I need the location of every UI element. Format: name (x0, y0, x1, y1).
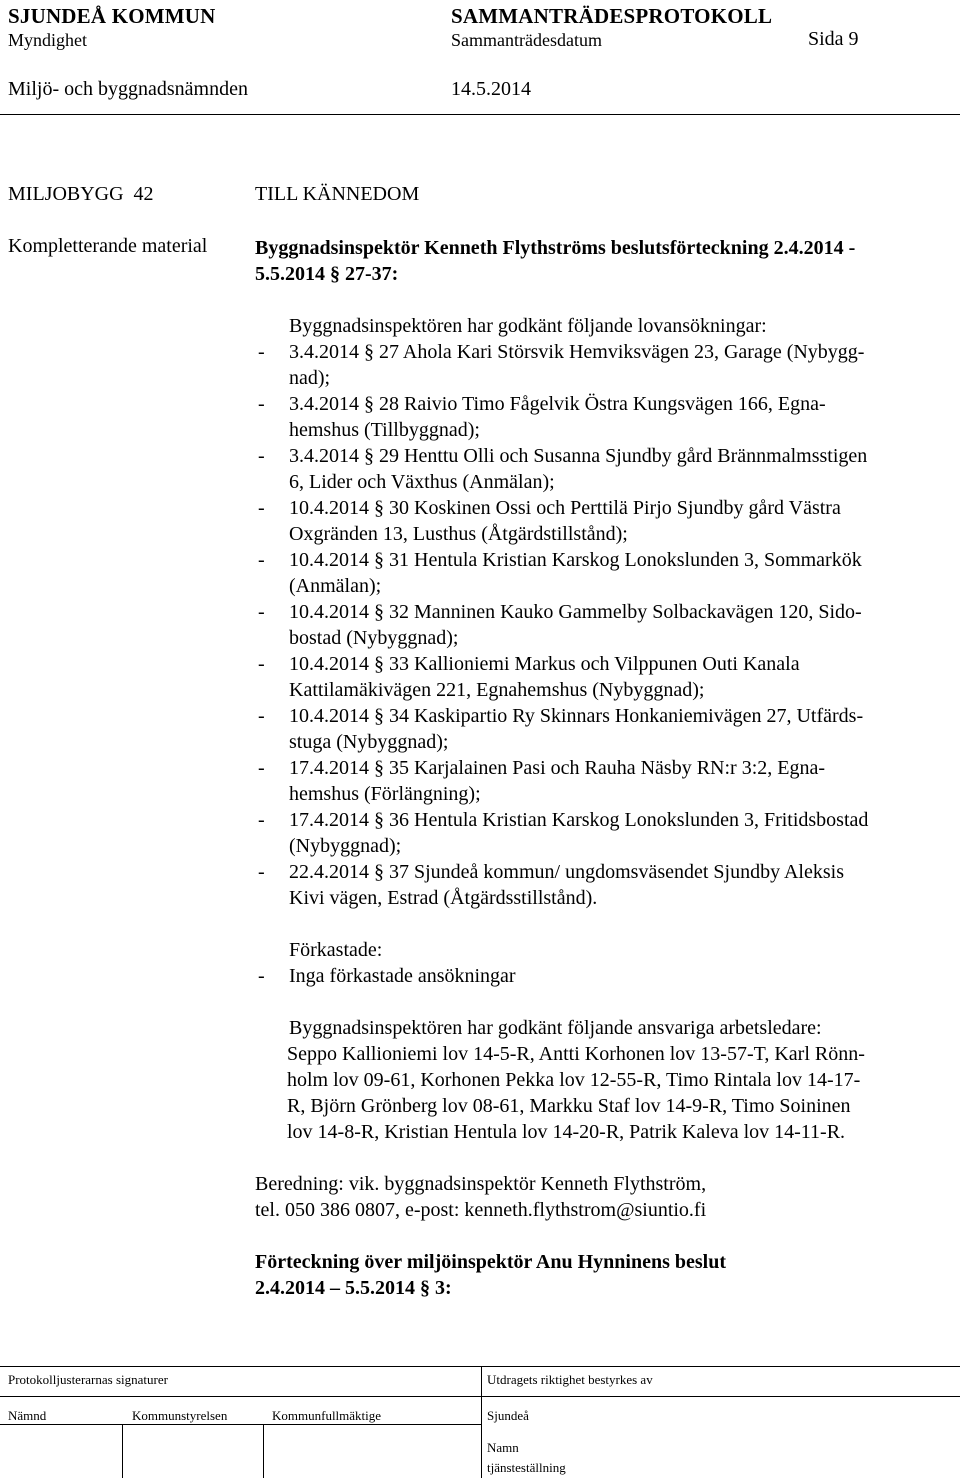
footer-center-divider (481, 1366, 482, 1478)
list-item-line: (Nybyggnad); (289, 835, 402, 857)
main-content (255, 235, 955, 1301)
preparation-note (255, 1171, 955, 1223)
list-item (255, 339, 955, 391)
list-item (255, 755, 955, 807)
dash-marker: - (258, 809, 265, 831)
list-item-line: 10.4.2014 § 30 Koskinen Ossi och Perttilä Pirjo Sjundby gård Västra (289, 497, 841, 519)
approved-intro: Byggnadsinspektören har godkänt följande lovansökningar: (289, 315, 767, 337)
list-item (255, 391, 955, 443)
header-rule (0, 114, 960, 115)
list-item-line: 17.4.2014 § 36 Hentula Kristian Karskog Lonokslunden 3, Fritidsbostad (289, 809, 869, 831)
list-item-line: bostad (Nybyggnad); (289, 627, 459, 649)
signatures-label: Protokolljusterarnas signaturer (8, 1372, 168, 1387)
supervisors-line: R, Björn Grönberg lov 08-61, Markku Staf lov 14-9-R, Timo Soininen (287, 1095, 851, 1117)
decision-list-heading-line1: Byggnadsinspektör Kenneth Flythströms beslutsförteckning 2.4.2014 - (255, 237, 856, 259)
list-item (255, 651, 955, 703)
dash-marker: - (258, 965, 265, 987)
material-label: Kompletterande material (8, 235, 208, 257)
document-type: SAMMANTRÄDESPROTOKOLL (451, 4, 773, 28)
list-item (255, 703, 955, 755)
footer-mid-rule (0, 1396, 960, 1397)
supervisors-line: lov 14-8-R, Kristian Hentula lov 14-20-R, Patrik Kaleva lov 14-11-R. (287, 1121, 846, 1143)
list-item (255, 859, 955, 911)
footer-col-namnd: Nämnd (8, 1408, 47, 1423)
list-item (255, 547, 955, 599)
list-item-text: Inga förkastade ansökningar (289, 965, 516, 987)
list-item-line: 3.4.2014 § 29 Henttu Olli och Susanna Sjundby gård Brännmalmsstigen (289, 445, 868, 467)
list-item-line: Kattilamäkivägen 221, Egnahemshus (Nybyggnad); (289, 679, 705, 701)
org-name: SJUNDEÅ KOMMUN (8, 4, 216, 28)
section-title: TILL KÄNNEDOM (255, 183, 420, 205)
next-list-heading-line1: Förteckning över miljöinspektör Anu Hynninens beslut (255, 1251, 726, 1273)
dash-marker: - (258, 705, 265, 727)
dash-marker: - (258, 861, 265, 883)
rejected-list (255, 963, 955, 989)
footer-col-kommunfullmaktige: Kommunfullmäktige (272, 1408, 382, 1423)
dash-marker: - (258, 653, 265, 675)
dash-marker: - (258, 497, 265, 519)
list-item (255, 963, 955, 989)
supervisors-line: Seppo Kallioniemi lov 14-5-R, Antti Korhonen lov 13-57-T, Karl Rönn- (287, 1043, 865, 1065)
list-item-line: 10.4.2014 § 34 Kaskipartio Ry Skinnars Honkaniemivägen 27, Utfärds- (289, 705, 864, 727)
date-label: Sammanträdesdatum (451, 30, 602, 50)
next-list-heading-line2: 2.4.2014 – 5.5.2014 § 3: (255, 1277, 452, 1299)
dash-marker: - (258, 341, 265, 363)
list-item-line: Oxgränden 13, Lusthus (Åtgärdstillstånd); (289, 523, 628, 545)
authority-name: Miljö- och byggnadsnämnden (8, 78, 248, 100)
list-item (255, 807, 955, 859)
list-item-line: Kivi vägen, Estrad (Åtgärdsstillstånd). (289, 887, 598, 909)
list-item-line: 6, Lider och Växthus (Anmälan); (289, 471, 555, 493)
footer-top-rule (0, 1366, 960, 1367)
list-item-line: 17.4.2014 § 35 Karjalainen Pasi och Rauha Näsby RN:r 3:2, Egna- (289, 757, 826, 779)
dash-marker: - (258, 445, 265, 467)
list-item-line: 22.4.2014 § 37 Sjundeå kommun/ ungdomsväsendet Sjundby Aleksis (289, 861, 844, 883)
list-item-line: 10.4.2014 § 33 Kallioniemi Markus och Vilppunen Outi Kanala (289, 653, 800, 675)
list-item-line: nad); (289, 367, 331, 389)
list-item-line: 3.4.2014 § 27 Ahola Kari Störsvik Hemviksvägen 23, Garage (Nybygg- (289, 341, 865, 363)
supervisors-line: holm lov 09-61, Korhonen Pekka lov 12-55-R, Timo Rintala lov 14-17- (287, 1069, 861, 1091)
list-item-line: 10.4.2014 § 32 Manninen Kauko Gammelby Solbackavägen 120, Sido- (289, 601, 862, 623)
list-item (255, 495, 955, 547)
dash-marker: - (258, 757, 265, 779)
next-list-heading (255, 1249, 955, 1301)
list-item-line: stuga (Nybyggnad); (289, 731, 449, 753)
footer-name-label: Namn (487, 1440, 519, 1455)
authority-label: Myndighet (8, 30, 87, 50)
preparation-line: Beredning: vik. byggnadsinspektör Kenneth Flythström, (255, 1173, 707, 1195)
preparation-contact: tel. 050 386 0807, e-post: kenneth.flythstrom@siuntio.fi (255, 1199, 707, 1221)
supervisors-list (255, 1041, 955, 1145)
list-item-line: hemshus (Tillbyggnad); (289, 419, 480, 441)
list-item-line: hemshus (Förlängning); (289, 783, 481, 805)
footer-position-label: tjänsteställning (487, 1460, 566, 1475)
meeting-date: 14.5.2014 (451, 78, 531, 100)
footer-place: Sjundeå (487, 1408, 529, 1423)
certified-label: Utdragets riktighet bestyrkes av (487, 1372, 653, 1387)
dash-marker: - (258, 601, 265, 623)
footer-signature-rule (0, 1424, 481, 1425)
supervisors-intro: Byggnadsinspektören har godkänt följande ansvariga arbetsledare: (289, 1017, 822, 1039)
rejected-label: Förkastade: (289, 939, 383, 961)
footer-col-kommunstyrelsen: Kommunstyrelsen (132, 1408, 228, 1423)
list-item-line: (Anmälan); (289, 575, 382, 597)
decision-list-heading-line2: 5.5.2014 § 27-37: (255, 263, 399, 285)
page-number: Sida 9 (808, 28, 859, 50)
footer-divider (263, 1424, 264, 1478)
list-item (255, 443, 955, 495)
list-item-line: 10.4.2014 § 31 Hentula Kristian Karskog Lonokslunden 3, Sommarkök (289, 549, 862, 571)
dash-marker: - (258, 549, 265, 571)
decision-list-heading (255, 235, 955, 287)
list-item (255, 599, 955, 651)
section-code: MILJOBYGG 42 (8, 183, 154, 205)
dash-marker: - (258, 393, 265, 415)
footer-divider (122, 1424, 123, 1478)
approved-list (255, 339, 955, 911)
list-item-line: 3.4.2014 § 28 Raivio Timo Fågelvik Östra Kungsvägen 166, Egna- (289, 393, 826, 415)
